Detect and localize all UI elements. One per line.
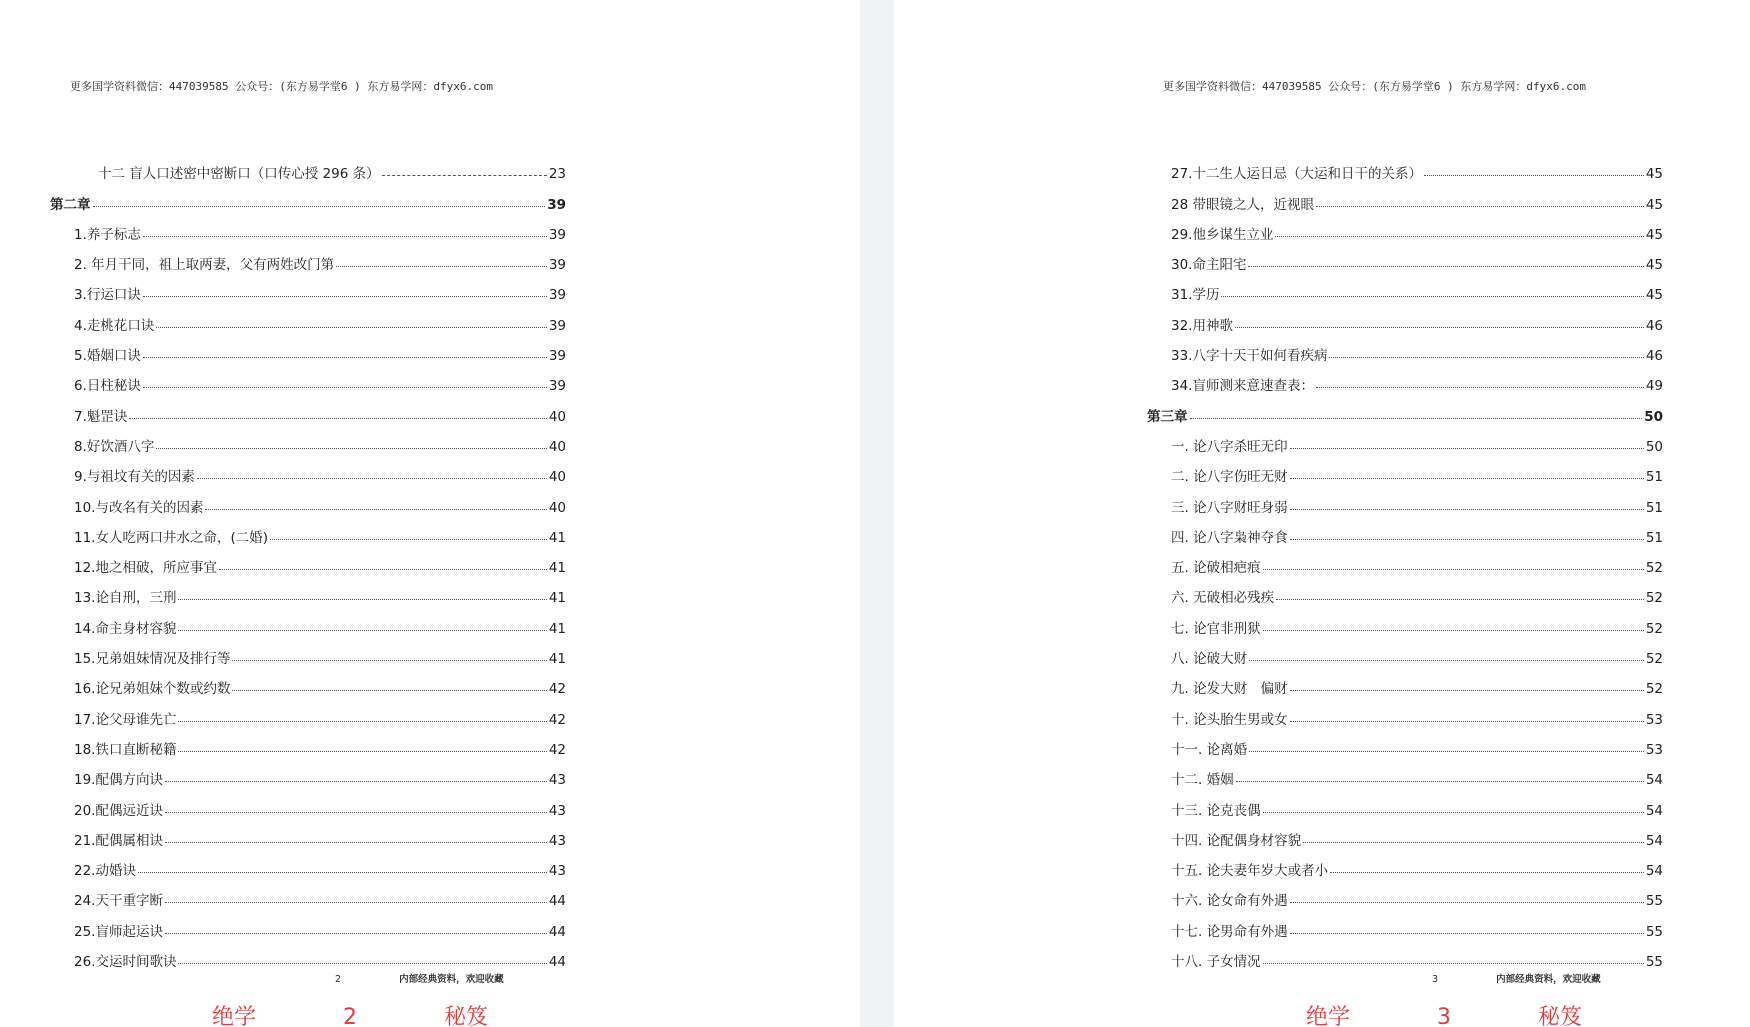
- toc-entry-page-number: 41: [548, 529, 566, 546]
- toc-entry-label: 12.地之相破，所应事宜: [74, 560, 217, 577]
- toc-entry-label: 20.配偶远近诀: [74, 802, 163, 819]
- toc-leader-dots: [143, 296, 547, 297]
- toc-leader-dots: [1290, 448, 1644, 449]
- toc-entry-page-number: 54: [1645, 772, 1663, 789]
- toc-entry-page-number: 51: [1645, 499, 1663, 516]
- toc-entry-label: 13.论自刑，三刑: [74, 590, 177, 607]
- toc-entry-page-number: 44: [548, 954, 566, 971]
- toc-entry-label: 14.命主身材容貌: [74, 620, 177, 637]
- toc-leader-dots: [1221, 296, 1643, 297]
- toc-leader-dots: [1290, 933, 1644, 934]
- toc-leader-dots: [143, 236, 547, 237]
- toc-entry[interactable]: [74, 334, 566, 364]
- toc-entry-page-number: 45: [1645, 226, 1663, 243]
- toc-leader-dots: [1236, 781, 1644, 782]
- toc-entry[interactable]: [1171, 758, 1663, 788]
- toc-entry-label: 31.学历: [1171, 287, 1220, 304]
- toc-entry[interactable]: [1171, 273, 1663, 303]
- toc-entry[interactable]: [74, 303, 566, 333]
- page-footer: [1432, 971, 1601, 985]
- toc-entry[interactable]: [1171, 425, 1663, 455]
- toc-entry[interactable]: [1171, 334, 1663, 364]
- toc-leader-dots: [1249, 660, 1644, 661]
- toc-leader-dots: [143, 387, 547, 388]
- toc-entry[interactable]: [74, 667, 566, 697]
- toc-entry[interactable]: [74, 788, 566, 818]
- toc-entry-label: 六. 无破相必残疾: [1171, 590, 1275, 607]
- toc-entry[interactable]: [1171, 849, 1663, 879]
- toc-leader-dots: [165, 842, 547, 843]
- toc-entry[interactable]: [1171, 303, 1663, 333]
- toc-entry[interactable]: [74, 576, 566, 606]
- toc-entry[interactable]: [1171, 819, 1663, 849]
- toc-entry[interactable]: [1171, 243, 1663, 273]
- footer-page-number: 2: [335, 974, 342, 985]
- toc-leader-dots: [165, 812, 547, 813]
- toc-leader-dots: [1290, 539, 1644, 540]
- toc-entry[interactable]: [1171, 667, 1663, 697]
- toc-entry-page-number: 42: [548, 681, 566, 698]
- toc-entry-label: 25.盲师起运诀: [74, 923, 163, 940]
- right-page: [894, 0, 1750, 1027]
- toc-entry-page-number: 42: [548, 741, 566, 758]
- banner-page-number: 2: [343, 1005, 358, 1027]
- toc-entry-page-number: 51: [1645, 469, 1663, 486]
- toc-leader-dots: [1303, 842, 1644, 843]
- toc-entry-label: 2. 年月干同，祖上取两妻，父有两姓改门第: [74, 257, 335, 274]
- toc-leader-dots: [178, 963, 546, 964]
- toc-entry-label: 9.与祖坟有关的因素: [74, 469, 195, 486]
- toc-leader-dots: [1290, 478, 1644, 479]
- toc-entry-label: 十. 论头胎生男或女: [1171, 711, 1288, 728]
- toc-entry-label: 十七. 论男命有外遇: [1171, 923, 1288, 940]
- toc-entry-page-number: 55: [1645, 923, 1663, 940]
- toc-entry[interactable]: [1171, 213, 1663, 243]
- toc-leader-dots: [1330, 872, 1644, 873]
- toc-leader-dots: [232, 690, 546, 691]
- toc-entry-page-number: 49: [1645, 378, 1663, 395]
- toc-entry-label: 26.交运时间歌诀: [74, 954, 177, 971]
- toc-leader-dots: [1275, 236, 1643, 237]
- page-header: 更多国学资料微信：447039585 公众号：(东方易学堂6 ) 东方易学网：dfyx6.com: [1163, 80, 1586, 93]
- toc-leader-dots: [165, 933, 547, 934]
- toc-entry[interactable]: [74, 364, 566, 394]
- toc-leader-dots: [1316, 387, 1644, 388]
- toc-entry[interactable]: [74, 213, 566, 243]
- toc-entry-label: 17.论父母谁先亡: [74, 711, 177, 728]
- toc-leader-dots: [93, 206, 546, 207]
- toc-entry-label: 十五. 论夫妻年岁大或者小: [1171, 863, 1329, 880]
- toc-leader-dots: [138, 872, 547, 873]
- toc-entry[interactable]: [74, 455, 566, 485]
- toc-entry-label: 十八. 子女情况: [1171, 954, 1261, 971]
- toc-entry[interactable]: [74, 637, 566, 667]
- toc-entry[interactable]: [1171, 940, 1663, 970]
- toc-entry[interactable]: [1171, 879, 1663, 909]
- toc-entry-page-number: 52: [1645, 560, 1663, 577]
- toc-entry-label: 22.动婚诀: [74, 863, 136, 880]
- toc-leader-dots: [1290, 721, 1644, 722]
- toc-entry-page-number: 40: [548, 408, 566, 425]
- toc-entry[interactable]: [74, 606, 566, 636]
- toc-entry-page-number: 40: [548, 438, 566, 455]
- banner-page-number: 3: [1437, 1005, 1452, 1027]
- toc-entry[interactable]: [1171, 606, 1663, 636]
- toc-entry[interactable]: [74, 697, 566, 727]
- toc-entry-label: 8.好饮酒八字: [74, 438, 155, 455]
- toc-leader-dots: [178, 630, 546, 631]
- toc-entry-label: 4.走桃花口诀: [74, 317, 155, 334]
- toc-leader-dots: [129, 418, 546, 419]
- toc-leader-dots: [382, 175, 547, 176]
- toc-entry[interactable]: [74, 758, 566, 788]
- toc-entry-label: 24.天干重字断: [74, 893, 163, 910]
- toc-entry[interactable]: [1171, 516, 1663, 546]
- toc-leader-dots: [1329, 357, 1643, 358]
- toc-entry[interactable]: [74, 516, 566, 546]
- toc-leader-dots: [1424, 175, 1644, 176]
- toc-entry[interactable]: [74, 485, 566, 515]
- toc-entry[interactable]: [1171, 637, 1663, 667]
- toc-leader-dots: [1290, 509, 1644, 510]
- toc-entry-label: 29.他乡谋生立业: [1171, 226, 1274, 243]
- toc-entry-label: 二. 论八字伤旺无财: [1171, 469, 1288, 486]
- toc-entry-label: 三. 论八字财旺身弱: [1171, 499, 1288, 516]
- banner-right-text: 秘笈: [444, 1005, 489, 1027]
- toc-entry-page-number: 44: [548, 923, 566, 940]
- toc-entry-label: 十六. 论女命有外遇: [1171, 893, 1288, 910]
- table-of-contents: [1147, 152, 1663, 971]
- toc-entry-page-number: 51: [1645, 529, 1663, 546]
- toc-entry-page-number: 39: [548, 257, 566, 274]
- toc-leader-dots: [178, 599, 546, 600]
- toc-entry-label: 四. 论八字枭神夺食: [1171, 529, 1288, 546]
- toc-entry-label: 5.婚姻口诀: [74, 348, 141, 365]
- toc-entry[interactable]: [1171, 152, 1663, 182]
- toc-entry-page-number: 41: [548, 651, 566, 668]
- toc-leader-dots: [336, 266, 547, 267]
- toc-entry-label: 十二 盲人口述密中密断口（口传心授 296 条）: [98, 166, 380, 183]
- toc-entry-label: 33.八字十天干如何看疾病: [1171, 348, 1328, 365]
- toc-entry-page-number: 43: [548, 863, 566, 880]
- toc-entry-page-number: 54: [1645, 863, 1663, 880]
- toc-leader-dots: [178, 721, 546, 722]
- toc-entry-page-number: 39: [548, 317, 566, 334]
- toc-entry-label: 6.日柱秘诀: [74, 378, 141, 395]
- toc-entry-label: 7.魁罡诀: [74, 408, 128, 425]
- toc-entry[interactable]: [74, 425, 566, 455]
- toc-entry-page-number: 55: [1645, 954, 1663, 971]
- toc-entry-page-number: 23: [548, 166, 566, 183]
- toc-leader-dots: [197, 478, 547, 479]
- toc-entry-page-number: 46: [1645, 348, 1663, 365]
- red-banner: [212, 1000, 488, 1027]
- toc-entry-label: 28 带眼镜之人，近视眼: [1171, 196, 1314, 213]
- toc-entry[interactable]: [1171, 576, 1663, 606]
- toc-entry-label: 19.配偶方向诀: [74, 772, 163, 789]
- toc-entry-page-number: 50: [1645, 438, 1663, 455]
- toc-leader-dots: [1263, 812, 1644, 813]
- toc-entry-page-number: 46: [1645, 317, 1663, 334]
- toc-entry[interactable]: [74, 940, 566, 970]
- toc-entry-page-number: 45: [1645, 196, 1663, 213]
- toc-entry-label: 九. 论发大财 偏财: [1171, 681, 1288, 698]
- toc-entry-label: 1.养子标志: [74, 226, 141, 243]
- toc-entry-label: 五. 论破相疤痕: [1171, 560, 1261, 577]
- red-banner: [1306, 1000, 1582, 1027]
- toc-entry-label: 30.命主阳宅: [1171, 257, 1247, 274]
- toc-entry-page-number: 40: [548, 469, 566, 486]
- toc-entry[interactable]: [1171, 788, 1663, 818]
- toc-entry-page-number: 52: [1645, 651, 1663, 668]
- toc-leader-dots: [178, 751, 546, 752]
- toc-entry-label: 十四. 论配偶身材容貌: [1171, 832, 1302, 849]
- banner-left-text: 绝学: [212, 1005, 257, 1027]
- toc-entry-label: 一. 论八字杀旺无印: [1171, 438, 1288, 455]
- toc-leader-dots: [165, 781, 547, 782]
- left-page: [0, 0, 860, 1027]
- toc-entry[interactable]: [74, 273, 566, 303]
- toc-entry-label: 十二. 婚姻: [1171, 772, 1234, 789]
- toc-entry-label: 27.十二生人运日忌（大运和日干的关系）: [1171, 166, 1422, 183]
- toc-entry-page-number: 52: [1645, 681, 1663, 698]
- toc-entry-label: 十三. 论克丧偶: [1171, 802, 1261, 819]
- table-of-contents: [50, 152, 566, 971]
- toc-entry-label: 11.女人吃两口井水之命，(二婚): [74, 529, 269, 546]
- toc-entry[interactable]: [74, 819, 566, 849]
- toc-entry-page-number: 55: [1645, 893, 1663, 910]
- toc-entry-page-number: 41: [548, 620, 566, 637]
- toc-entry-label: 十一. 论离婚: [1171, 741, 1248, 758]
- toc-leader-dots: [1263, 630, 1644, 631]
- toc-leader-dots: [1248, 266, 1643, 267]
- toc-entry[interactable]: [74, 243, 566, 273]
- banner-left-text: 绝学: [1306, 1005, 1351, 1027]
- toc-entry[interactable]: [1171, 909, 1663, 939]
- toc-chapter-entry[interactable]: [1147, 394, 1663, 424]
- toc-entry-page-number: 43: [548, 772, 566, 789]
- footer-note: 内部经典资料，欢迎收藏: [399, 974, 504, 985]
- toc-entry-label: 3.行运口诀: [74, 287, 141, 304]
- toc-entry[interactable]: [74, 909, 566, 939]
- toc-entry[interactable]: [1171, 546, 1663, 576]
- toc-entry-page-number: 41: [548, 560, 566, 577]
- toc-entry-label: 第二章: [50, 196, 91, 213]
- toc-entry-page-number: 43: [548, 832, 566, 849]
- toc-leader-dots: [1290, 690, 1644, 691]
- toc-entry[interactable]: [74, 849, 566, 879]
- page-header: 更多国学资料微信：447039585 公众号：(东方易学堂6 ) 东方易学网：dfyx6.com: [70, 80, 493, 93]
- toc-leader-dots: [1276, 599, 1644, 600]
- toc-entry[interactable]: [74, 546, 566, 576]
- toc-entry[interactable]: [1171, 182, 1663, 212]
- toc-entry-page-number: 50: [1644, 408, 1663, 425]
- toc-entry[interactable]: [74, 728, 566, 758]
- toc-leader-dots: [1263, 963, 1644, 964]
- banner-right-text: 秘笈: [1538, 1005, 1583, 1027]
- toc-entry[interactable]: [98, 152, 566, 182]
- toc-entry-label: 10.与改名有关的因素: [74, 499, 204, 516]
- toc-leader-dots: [165, 902, 547, 903]
- toc-leader-dots: [156, 448, 546, 449]
- toc-entry-label: 七. 论官非刑狱: [1171, 620, 1261, 637]
- toc-leader-dots: [156, 327, 546, 328]
- toc-entry-page-number: 52: [1645, 620, 1663, 637]
- toc-entry-page-number: 39: [548, 378, 566, 395]
- toc-entry-page-number: 43: [548, 802, 566, 819]
- toc-entry[interactable]: [74, 879, 566, 909]
- toc-entry-page-number: 45: [1645, 166, 1663, 183]
- toc-entry-page-number: 39: [548, 226, 566, 243]
- toc-leader-dots: [1190, 418, 1643, 419]
- toc-leader-dots: [270, 539, 547, 540]
- toc-entry[interactable]: [1171, 364, 1663, 394]
- toc-entry[interactable]: [1171, 697, 1663, 727]
- toc-entry-page-number: 52: [1645, 590, 1663, 607]
- toc-entry-label: 16.论兄弟姐妹个数或约数: [74, 681, 231, 698]
- toc-leader-dots: [1249, 751, 1644, 752]
- toc-entry-label: 15.兄弟姐妹情况及排行等: [74, 651, 231, 668]
- toc-entry-page-number: 42: [548, 711, 566, 728]
- toc-entry-page-number: 45: [1645, 287, 1663, 304]
- toc-entry[interactable]: [1171, 485, 1663, 515]
- toc-entry-label: 18.铁口直断秘籍: [74, 741, 177, 758]
- toc-entry-page-number: 54: [1645, 832, 1663, 849]
- toc-entry-page-number: 53: [1645, 741, 1663, 758]
- toc-chapter-entry[interactable]: [50, 182, 566, 212]
- toc-leader-dots: [1316, 206, 1644, 207]
- toc-leader-dots: [143, 357, 547, 358]
- footer-page-number: 3: [1432, 974, 1439, 985]
- toc-entry-page-number: 39: [548, 348, 566, 365]
- toc-leader-dots: [232, 660, 546, 661]
- page-footer: [335, 971, 504, 985]
- toc-entry-page-number: 40: [548, 499, 566, 516]
- toc-entry-label: 21.配偶属相诀: [74, 832, 163, 849]
- toc-entry-page-number: 53: [1645, 711, 1663, 728]
- toc-entry-label: 八. 论破大财: [1171, 651, 1248, 668]
- toc-leader-dots: [219, 569, 547, 570]
- toc-leader-dots: [205, 509, 546, 510]
- toc-entry-page-number: 54: [1645, 802, 1663, 819]
- toc-entry-page-number: 41: [548, 590, 566, 607]
- toc-entry-label: 第三章: [1147, 408, 1188, 425]
- toc-entry-page-number: 44: [548, 893, 566, 910]
- toc-entry-page-number: 45: [1645, 257, 1663, 274]
- toc-entry[interactable]: [74, 394, 566, 424]
- toc-entry[interactable]: [1171, 728, 1663, 758]
- toc-leader-dots: [1235, 327, 1644, 328]
- toc-entry[interactable]: [1171, 455, 1663, 485]
- toc-entry-label: 32.用神歌: [1171, 317, 1233, 334]
- footer-note: 内部经典资料，欢迎收藏: [1496, 974, 1601, 985]
- toc-entry-page-number: 39: [548, 287, 566, 304]
- toc-leader-dots: [1263, 569, 1644, 570]
- toc-entry-label: 34.盲师测来意速查表：: [1171, 378, 1314, 395]
- toc-leader-dots: [1290, 902, 1644, 903]
- toc-entry-page-number: 39: [547, 196, 566, 213]
